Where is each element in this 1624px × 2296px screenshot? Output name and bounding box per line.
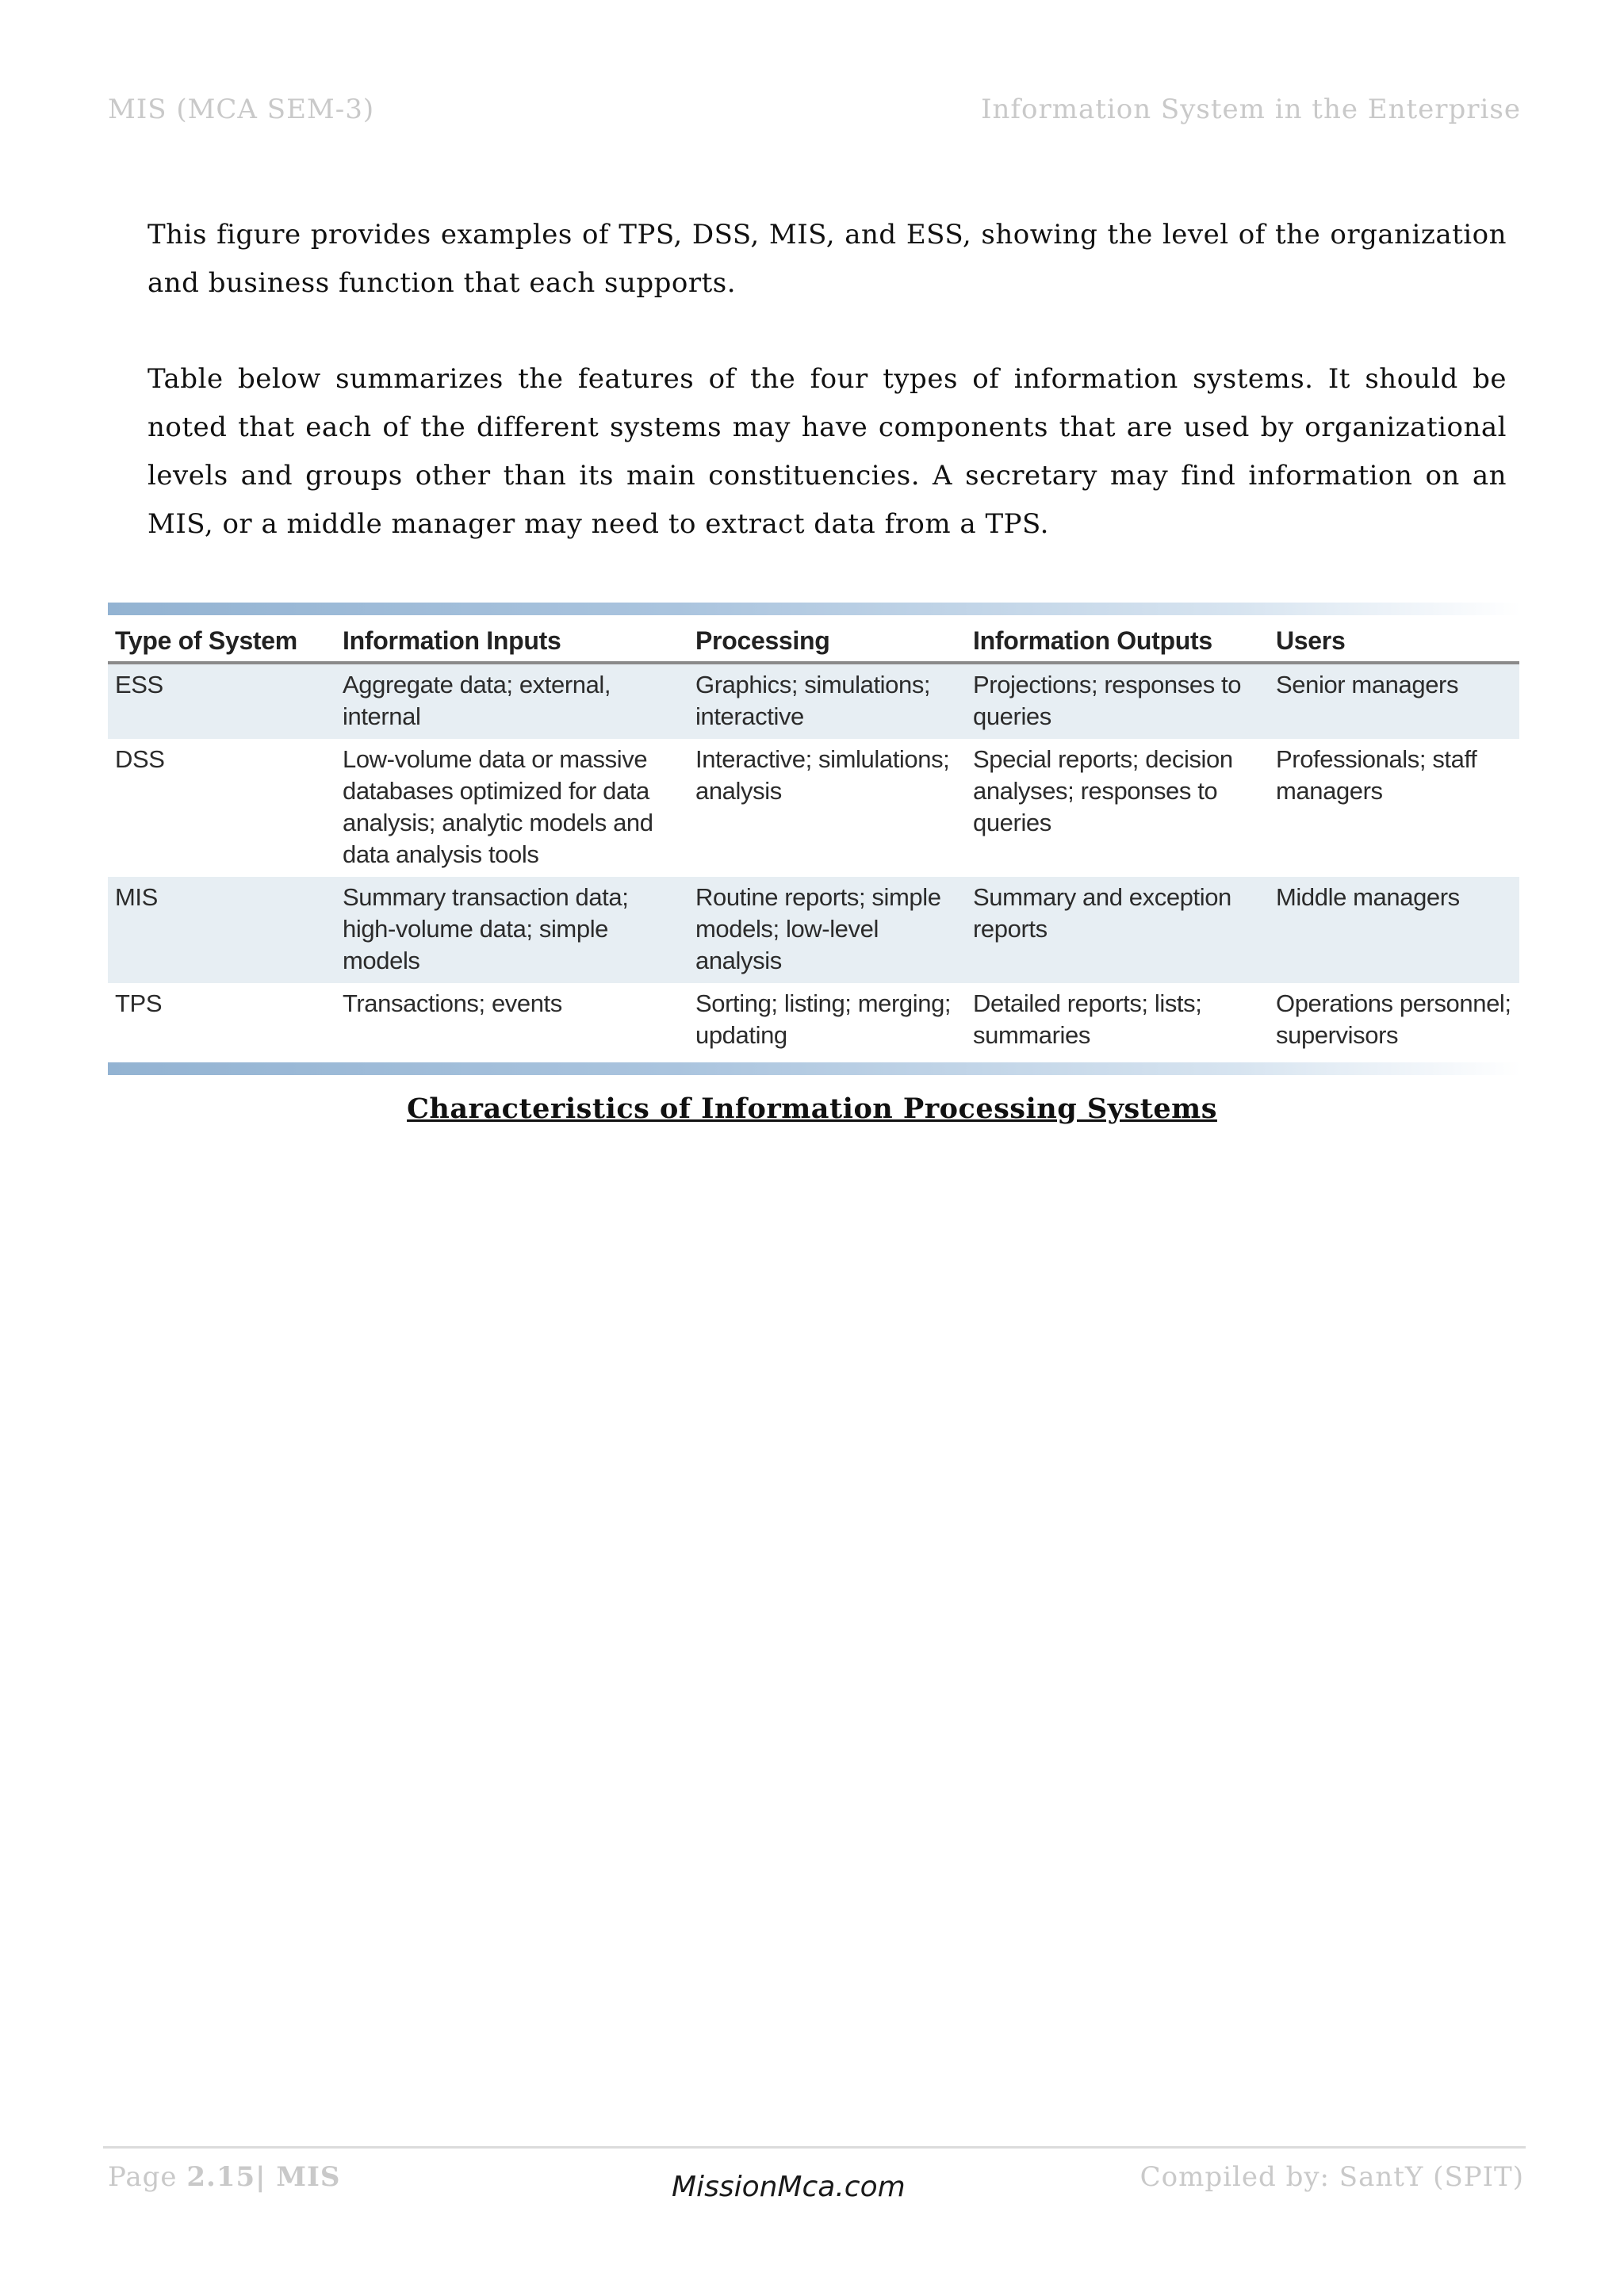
cell-type: MIS (108, 877, 335, 983)
page-footer (108, 2161, 1524, 2209)
table-header-row (108, 623, 1519, 663)
header-course-label: MIS (MCA SEM-3) (108, 94, 375, 125)
table-row (108, 663, 1519, 739)
cell-inputs: Low-volume data or massive databases optimized for data analysis; analytic models and data analysis tools (343, 745, 653, 868)
header-chapter-title: Information System in the Enterprise (981, 94, 1521, 125)
cell-type: TPS (115, 989, 163, 1017)
cell-processing: Graphics; simulations; interactive (688, 663, 966, 739)
cell-type: DSS (115, 745, 165, 773)
cell-inputs: Summary transaction data; high-volume data; simple models (335, 877, 688, 983)
column-header-processing: Processing (688, 623, 966, 663)
cell-users: Middle managers (1269, 877, 1519, 983)
table-row (108, 983, 1519, 1058)
intro-paragraph: This figure provides examples of TPS, DSS, MIS, and ESS, showing the level of the organization and business function that each supports. (147, 219, 1507, 299)
cell-inputs: Aggregate data; external, internal (335, 663, 688, 739)
site-logo: MissionMca.com (672, 2171, 906, 2203)
table-top-bar (108, 603, 1521, 615)
cell-outputs: Projections; responses to queries (966, 663, 1269, 739)
column-header-outputs: Information Outputs (966, 623, 1269, 663)
footer-page-number (108, 2161, 340, 2193)
systems-table-figure (108, 603, 1521, 1075)
cell-inputs: Transactions; events (343, 989, 562, 1017)
cell-type: ESS (108, 663, 335, 739)
summary-paragraph: Table below summarizes the features of the four types of information systems. It should be noted that each of the different systems may have components that are used by organizational levels and groups other than its main constituencies. A secretary may find information on an MIS, or a middle manager may need to extract data from a TPS. (147, 363, 1507, 540)
systems-table (108, 623, 1519, 1058)
page-prefix: Page (108, 2161, 187, 2193)
cell-processing: Sorting; listing; merging; updating (695, 989, 952, 1049)
cell-outputs: Detailed reports; lists; summaries (973, 989, 1202, 1049)
page-number: 2.15| MIS (186, 2161, 341, 2193)
cell-processing: Interactive; simlulations; analysis (695, 745, 950, 805)
cell-outputs: Summary and exception reports (966, 877, 1269, 983)
cell-users: Operations personnel; supervisors (1276, 989, 1511, 1049)
cell-processing: Routine reports; simple models; low-level analysis (688, 877, 966, 983)
footer-credit: Compiled by: SantY (SPIT) (1139, 2161, 1524, 2193)
footer-divider (103, 2146, 1526, 2149)
table-caption: Characteristics of Information Processing Systems (407, 1093, 1217, 1125)
column-header-inputs: Information Inputs (335, 623, 688, 663)
column-header-type: Type of System (108, 623, 335, 663)
cell-users: Professionals; staff managers (1276, 745, 1477, 805)
table-row (108, 877, 1519, 983)
cell-outputs: Special reports; decision analyses; responses to queries (973, 745, 1233, 836)
column-header-users: Users (1269, 623, 1519, 663)
cell-users: Senior managers (1269, 663, 1519, 739)
page-header (108, 94, 1521, 132)
table-row (108, 739, 1519, 877)
table-bottom-bar (108, 1062, 1521, 1075)
